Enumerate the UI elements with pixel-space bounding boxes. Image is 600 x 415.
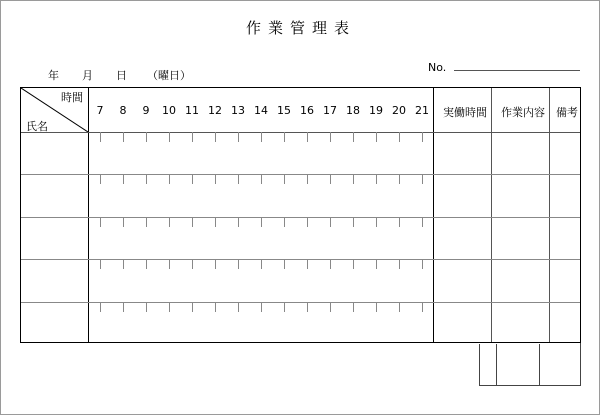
date-day-label: 日 <box>116 69 127 82</box>
hour-tick <box>399 217 400 227</box>
hour-tick <box>376 259 377 269</box>
hour-tick <box>169 302 170 312</box>
hour-tick <box>422 132 423 142</box>
hour-tick <box>146 174 147 184</box>
number-label: No. <box>428 61 447 74</box>
hour-tick <box>399 174 400 184</box>
hour-label-12: 12 <box>208 104 222 117</box>
hour-tick <box>123 174 124 184</box>
actual-hours-divider <box>491 88 492 342</box>
date-month-label: 月 <box>82 69 93 82</box>
hour-tick <box>284 132 285 142</box>
hour-label-8: 8 <box>119 104 127 117</box>
hour-label-17: 17 <box>323 104 337 117</box>
hour-tick <box>123 259 124 269</box>
corner-name-label: 氏名 <box>26 120 48 133</box>
hour-tick <box>399 259 400 269</box>
hour-tick <box>422 259 423 269</box>
hour-tick <box>146 132 147 142</box>
hour-tick <box>261 217 262 227</box>
hour-label-16: 16 <box>300 104 314 117</box>
hour-label-10: 10 <box>162 104 176 117</box>
date-year-label: 年 <box>48 69 59 82</box>
column-remarks: 備考 <box>556 106 578 119</box>
hour-tick <box>422 302 423 312</box>
hour-tick <box>169 217 170 227</box>
hour-tick <box>376 174 377 184</box>
stamp-divider <box>496 344 497 386</box>
hour-tick <box>307 217 308 227</box>
hour-tick <box>353 302 354 312</box>
hour-tick <box>169 259 170 269</box>
stamp-box <box>479 343 581 386</box>
hour-tick <box>376 302 377 312</box>
hour-tick <box>330 217 331 227</box>
hour-tick <box>123 217 124 227</box>
hour-tick <box>238 259 239 269</box>
hour-tick <box>261 132 262 142</box>
hour-tick <box>169 174 170 184</box>
hour-tick <box>192 302 193 312</box>
column-actual-hours: 実働時間 <box>443 106 487 119</box>
hour-tick <box>330 174 331 184</box>
hour-tick <box>376 217 377 227</box>
row-divider <box>21 259 580 260</box>
header-divider <box>21 132 580 133</box>
hour-tick <box>284 259 285 269</box>
stamp-divider <box>479 344 480 386</box>
hour-label-9: 9 <box>142 104 150 117</box>
hour-tick <box>330 132 331 142</box>
hour-tick <box>399 132 400 142</box>
hour-tick <box>192 132 193 142</box>
hour-tick <box>215 302 216 312</box>
hour-tick <box>100 132 101 142</box>
hour-tick <box>330 259 331 269</box>
hour-tick <box>284 174 285 184</box>
hour-label-14: 14 <box>254 104 268 117</box>
hour-tick <box>399 302 400 312</box>
hour-tick <box>261 174 262 184</box>
hour-tick <box>238 132 239 142</box>
hour-tick <box>330 302 331 312</box>
name-column-divider <box>88 88 89 342</box>
hour-tick <box>353 174 354 184</box>
number-field[interactable] <box>454 70 580 71</box>
form-title: 作業管理表 <box>245 19 356 37</box>
hour-tick <box>353 217 354 227</box>
hour-tick <box>353 259 354 269</box>
hour-label-7: 7 <box>96 104 104 117</box>
hour-tick <box>284 302 285 312</box>
hour-label-18: 18 <box>346 104 360 117</box>
hour-tick <box>100 259 101 269</box>
hour-tick <box>261 302 262 312</box>
hour-tick <box>146 259 147 269</box>
row-divider <box>21 174 580 175</box>
stamp-divider <box>539 344 540 386</box>
hour-label-13: 13 <box>231 104 245 117</box>
hour-tick <box>215 132 216 142</box>
hour-tick <box>123 132 124 142</box>
hour-tick <box>307 174 308 184</box>
hour-tick <box>100 217 101 227</box>
hour-tick <box>261 259 262 269</box>
hour-tick <box>238 217 239 227</box>
hour-tick <box>307 259 308 269</box>
hour-label-19: 19 <box>369 104 383 117</box>
hour-tick <box>215 259 216 269</box>
hour-tick <box>100 302 101 312</box>
hours-column-divider <box>433 88 434 342</box>
hour-tick <box>215 174 216 184</box>
hour-tick <box>238 174 239 184</box>
hour-label-11: 11 <box>185 104 199 117</box>
hour-label-15: 15 <box>277 104 291 117</box>
date-weekday-label: （曜日） <box>147 69 191 82</box>
hour-label-21: 21 <box>415 104 429 117</box>
hour-tick <box>100 174 101 184</box>
row-divider <box>21 217 580 218</box>
hour-tick <box>192 217 193 227</box>
hour-tick <box>146 217 147 227</box>
row-divider <box>21 302 580 303</box>
hour-label-20: 20 <box>392 104 406 117</box>
hour-tick <box>146 302 147 312</box>
work-table <box>20 87 581 343</box>
hour-tick <box>192 174 193 184</box>
hour-tick <box>169 132 170 142</box>
corner-time-label: 時間 <box>61 91 83 104</box>
hour-tick <box>422 217 423 227</box>
hour-tick <box>307 132 308 142</box>
hour-tick <box>353 132 354 142</box>
hour-tick <box>284 217 285 227</box>
hour-tick <box>192 259 193 269</box>
hour-tick <box>123 302 124 312</box>
hour-tick <box>215 217 216 227</box>
work-content-divider <box>549 88 550 342</box>
column-work-content: 作業内容 <box>501 106 545 119</box>
hour-tick <box>376 132 377 142</box>
hour-tick <box>307 302 308 312</box>
hour-tick <box>422 174 423 184</box>
hour-tick <box>238 302 239 312</box>
